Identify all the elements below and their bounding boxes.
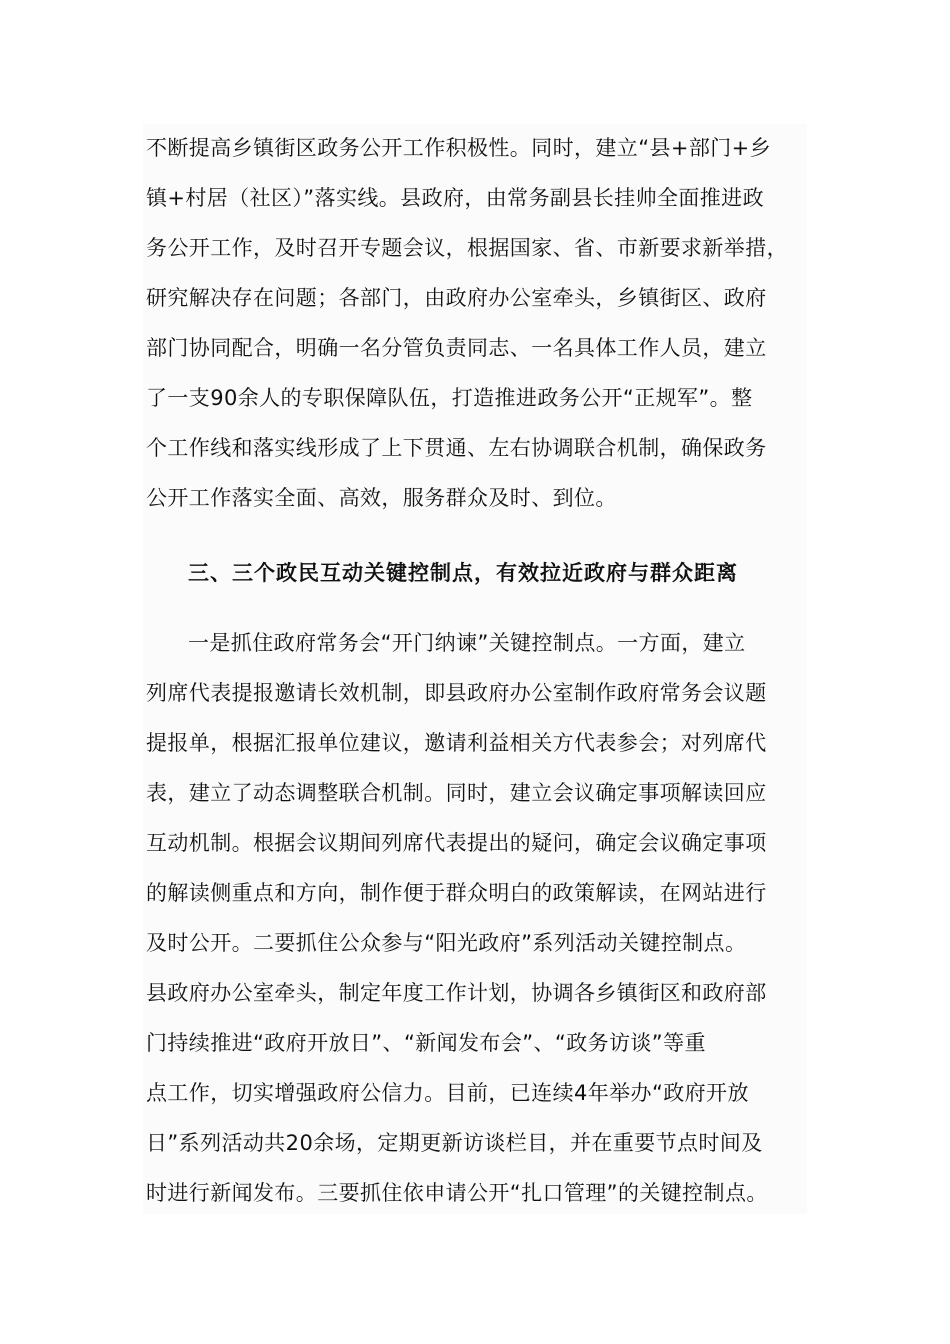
paragraph-line: 时进行新闻发布。三要抓住依申请公开“扎口管理”的关键控制点。 bbox=[146, 1181, 768, 1205]
paragraph-line: 及时公开。二要抓住公众参与“阳光政府”系列活动关键控制点。 bbox=[146, 931, 747, 955]
paragraph-line: 个工作线和落实线形成了上下贯通、左右协调联合机制，确保政务 bbox=[146, 436, 767, 460]
paragraph-line: 互动机制。根据会议期间列席代表提出的疑问，确定会议确定事项 bbox=[146, 831, 767, 855]
paragraph-line: 公开工作落实全面、高效，服务群众及时、到位。 bbox=[146, 486, 617, 510]
paragraph-line: 研究解决存在问题；各部门，由政府办公室牵头，乡镇街区、政府 bbox=[146, 286, 767, 310]
paragraph-line: 部门协同配合，明确一名分管负责同志、一名具体工作人员，建立 bbox=[146, 336, 767, 360]
paragraph-line: 表，建立了动态调整联合机制。同时，建立会议确定事项解读回应 bbox=[146, 781, 767, 805]
paragraph-line: 了一支90余人的专职保障队伍，打造推进政务公开“正规军”。整 bbox=[146, 386, 753, 410]
paragraph-line: 镇+村居（社区）”落实线。县政府，由常务副县长挂帅全面推进政 bbox=[146, 186, 764, 210]
paragraph-line: 列席代表提报邀请长效机制，即县政府办公室制作政府常务会议题 bbox=[146, 681, 767, 705]
paragraph-line: 不断提高乡镇街区政务公开工作积极性。同时，建立“县+部门+乡 bbox=[146, 136, 772, 160]
paragraph-line: 日”系列活动共20余场，定期更新访谈栏目，并在重要节点时间及 bbox=[146, 1131, 763, 1155]
paragraph-line: 的解读侧重点和方向，制作便于群众明白的政策解读，在网站进行 bbox=[146, 881, 767, 905]
paragraph-line: 务公开工作，及时召开专题会议，根据国家、省、市新要求新举措， bbox=[146, 236, 788, 260]
paragraph-line: 一是抓住政府常务会“开门纳谏”关键控制点。一方面，建立 bbox=[188, 631, 746, 655]
paragraph-line: 门持续推进“政府开放日”、“新闻发布会”、“政务访谈”等重 bbox=[146, 1031, 706, 1055]
paragraph-line: 提报单，根据汇报单位建议，邀请利益相关方代表参会；对列席代 bbox=[146, 731, 767, 755]
paragraph-line: 县政府办公室牵头，制定年度工作计划，协调各乡镇街区和政府部 bbox=[146, 981, 767, 1005]
paragraph-line: 点工作，切实增强政府公信力。目前，已连续4年举办“政府开放 bbox=[146, 1081, 749, 1105]
section-heading: 三、三个政民互动关键控制点，有效拉近政府与群众距离 bbox=[188, 561, 738, 585]
